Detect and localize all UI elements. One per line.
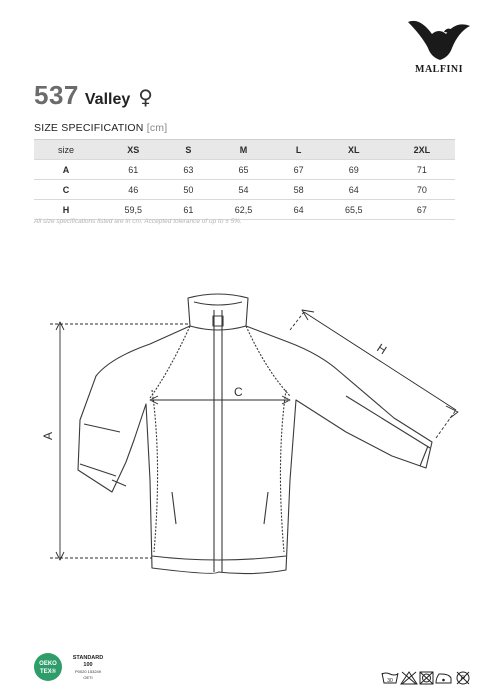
- measurement-a: [50, 322, 190, 560]
- svg-text:P: P: [460, 675, 466, 683]
- female-symbol-icon: ♀: [138, 85, 153, 109]
- header-xs: XS: [98, 140, 168, 160]
- table-cell: 50: [168, 180, 208, 200]
- table-cell: 69: [319, 160, 389, 180]
- size-table: [34, 139, 455, 220]
- table-cell: 67: [279, 160, 319, 180]
- header-xl: XL: [319, 140, 389, 160]
- table-cell: 59,5: [98, 200, 168, 220]
- measurement-h: [290, 310, 458, 438]
- table-row: [34, 180, 455, 200]
- table-cell: 62,5: [208, 200, 278, 220]
- spec-title-text: SIZE SPECIFICATION: [34, 122, 144, 134]
- header-l: L: [279, 140, 319, 160]
- label-c: C: [234, 385, 243, 399]
- oeko-logo-line1: OEKO: [39, 661, 57, 667]
- brand-name: MALFINI: [415, 64, 463, 75]
- care-symbols: [381, 670, 477, 686]
- table-cell: 64: [319, 180, 389, 200]
- table-cell: 70: [389, 180, 455, 200]
- table-cell: 46: [98, 180, 168, 200]
- label-h: H: [374, 340, 390, 358]
- iron-low-icon: [436, 674, 451, 683]
- row-label-h: H: [34, 200, 98, 220]
- oeko-logo-line2: TEX®: [39, 669, 57, 675]
- table-cell: 58: [279, 180, 319, 200]
- table-cell: 63: [168, 160, 208, 180]
- svg-text:30: 30: [387, 678, 393, 684]
- table-row: [34, 200, 455, 220]
- oeko-standard-label: STANDARD: [72, 655, 104, 661]
- header-2xl: 2XL: [389, 140, 455, 160]
- jacket-outline: [78, 294, 432, 574]
- jacket-technical-drawing: [0, 280, 489, 590]
- table-cell: 65: [208, 160, 278, 180]
- table-cell: 67: [389, 200, 455, 220]
- table-cell: 61: [168, 200, 208, 220]
- label-a: A: [41, 431, 55, 440]
- no-tumble-dry-icon: [420, 672, 433, 684]
- oeko-tex-logo-icon: [34, 653, 62, 681]
- oeko-tex-badge: [34, 650, 134, 684]
- spec-unit: [cm]: [146, 122, 168, 134]
- no-dry-clean-icon: [457, 672, 469, 684]
- model-number: 537: [34, 80, 79, 110]
- wash-30-icon: [382, 673, 398, 684]
- table-cell: 64: [279, 200, 319, 220]
- model-name: Valley: [84, 91, 131, 108]
- measurement-c: [150, 396, 290, 404]
- row-label-c: C: [34, 180, 98, 200]
- table-cell: 54: [208, 180, 278, 200]
- row-label-a: A: [34, 160, 98, 180]
- table-cell: 65,5: [319, 200, 389, 220]
- header-m: M: [208, 140, 278, 160]
- oeko-standard-number: 100: [83, 662, 93, 668]
- tolerance-note: All size specifications listed are in cm. Accepted tolerance of up to ± 5%.: [34, 218, 242, 225]
- no-bleach-icon: [401, 672, 417, 684]
- oeko-cert-code: P0020 153249: [74, 669, 102, 674]
- size-table-header-row: [34, 140, 455, 160]
- header-size: size: [34, 140, 98, 160]
- table-cell: 61: [98, 160, 168, 180]
- table-row: [34, 160, 455, 180]
- size-specification-heading: [34, 122, 167, 134]
- header-s: S: [168, 140, 208, 160]
- product-title: [34, 80, 153, 110]
- table-cell: 71: [389, 160, 455, 180]
- oeko-institute: OETI: [83, 675, 93, 680]
